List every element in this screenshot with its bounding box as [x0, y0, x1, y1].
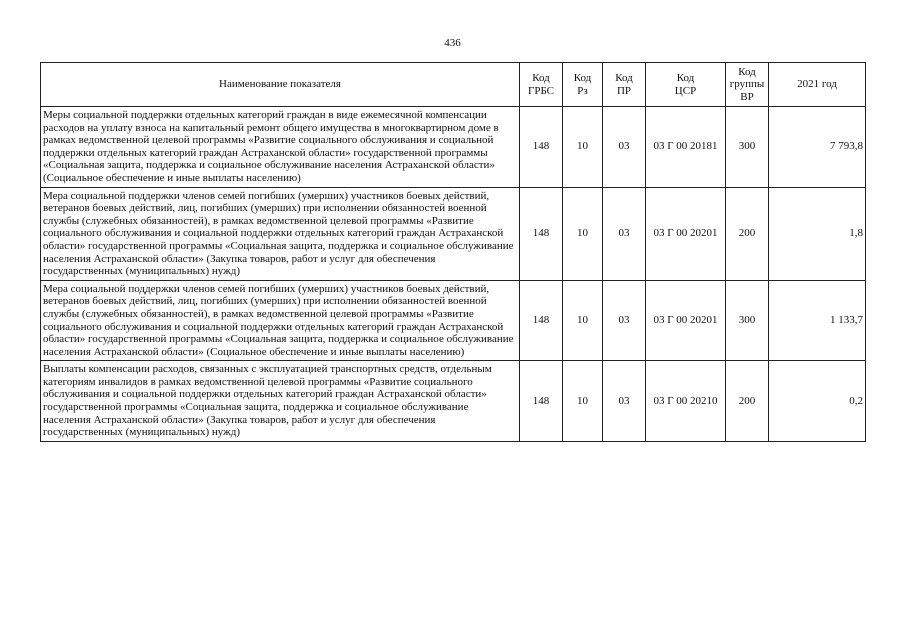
- header-rz-line2: Рз: [577, 84, 588, 97]
- row-grbs: 148: [520, 280, 563, 361]
- header-csr: [646, 63, 726, 107]
- header-name: Наименование показателя: [41, 63, 520, 107]
- header-csr-line2: ЦСР: [674, 84, 697, 97]
- row-rz: 10: [563, 280, 603, 361]
- row-name: Выплаты компенсации расходов, связанных с эксплуатацией транспортных средств, отдельным категориям инвалидов в рамках ведомственной целевой программы «Развитие социального обслуживания и социальной поддержки отдельных категорий граждан Астраханской области» государственной программы «Социальная защита, поддержка и социальное обслуживание населения Астраханской области» (Закупка товаров, работ и услуг для обеспечения государственных (муниципальных) нужд): [41, 361, 520, 442]
- header-vr-line2: группы: [729, 78, 765, 91]
- row-csr: 03 Г 00 20201: [646, 187, 726, 280]
- row-rz: 10: [563, 361, 603, 442]
- header-grbs-line2: ГРБС: [527, 84, 555, 97]
- row-vr: 200: [726, 361, 769, 442]
- row-vr: 200: [726, 187, 769, 280]
- header-row: [41, 63, 866, 107]
- header-grbs-line1: Код: [532, 72, 550, 85]
- table-row: [41, 107, 866, 188]
- row-pr: 03: [603, 107, 646, 188]
- row-name: Мера социальной поддержки членов семей погибших (умерших) участников боевых действий, ветеранов боевых действий, лиц, погибших (умерших) при исполнении обязанностей военной службы (служебных обязанностей), в рамках ведомственной целевой программы «Развитие социального обслуживания и социальной поддержки отдельных категорий граждан Астраханской области» государственной программы «Социальная защита, поддержка и социальное обслуживание населения Астраханской области» (Закупка товаров, работ и услуг для обеспечения государственных (муниципальных) нужд): [41, 187, 520, 280]
- header-csr-line1: Код: [676, 72, 695, 85]
- row-amount: 1,8: [769, 187, 866, 280]
- row-pr: 03: [603, 280, 646, 361]
- row-pr: 03: [603, 361, 646, 442]
- table-row: [41, 187, 866, 280]
- header-year: 2021 год: [769, 63, 866, 107]
- row-grbs: 148: [520, 187, 563, 280]
- header-vr-line1: Код: [738, 65, 756, 78]
- row-csr: 03 Г 00 20210: [646, 361, 726, 442]
- table-row: [41, 280, 866, 361]
- header-pr-line1: Код: [615, 72, 633, 85]
- row-csr: 03 Г 00 20181: [646, 107, 726, 188]
- row-rz: 10: [563, 187, 603, 280]
- page-number: 436: [444, 37, 461, 49]
- budget-table: [40, 62, 866, 442]
- row-name: Мера социальной поддержки членов семей погибших (умерших) участников боевых действий, ветеранов боевых действий, лиц, погибших (умерших) при исполнении обязанностей военной службы (служебных обязанностей), в рамках ведомственной целевой программы «Развитие социального обслуживания и социальной поддержки отдельных категорий граждан Астраханской области» государственной программы «Социальная защита, поддержка и социальное обслуживание населения Астраханской области» (Социальное обеспечение и иные выплаты населению): [41, 280, 520, 361]
- header-rz: [563, 63, 603, 107]
- row-amount: 1 133,7: [769, 280, 866, 361]
- row-grbs: 148: [520, 361, 563, 442]
- table-row: [41, 361, 866, 442]
- row-pr: 03: [603, 187, 646, 280]
- row-vr: 300: [726, 107, 769, 188]
- header-vr: [726, 63, 769, 107]
- header-pr: [603, 63, 646, 107]
- header-vr-line3: ВР: [740, 90, 754, 103]
- row-vr: 300: [726, 280, 769, 361]
- row-name: Меры социальной поддержки отдельных категорий граждан в виде ежемесячной компенсации расходов на уплату взноса на капитальный ремонт общего имущества в многоквартирном доме в рамках ведомственной целевой программы «Развитие социального обслуживания и социальной поддержки отдельных категорий граждан Астраханской области» государственной программы «Социальная защита, поддержка и социальное обслуживание населения Астраханской области» (Социальное обеспечение и иные выплаты населению): [41, 107, 520, 188]
- row-csr: 03 Г 00 20201: [646, 280, 726, 361]
- row-amount: 7 793,8: [769, 107, 866, 188]
- row-amount: 0,2: [769, 361, 866, 442]
- row-rz: 10: [563, 107, 603, 188]
- header-rz-line1: Код: [573, 72, 592, 85]
- row-grbs: 148: [520, 107, 563, 188]
- header-pr-line2: ПР: [616, 84, 632, 97]
- header-grbs: [520, 63, 563, 107]
